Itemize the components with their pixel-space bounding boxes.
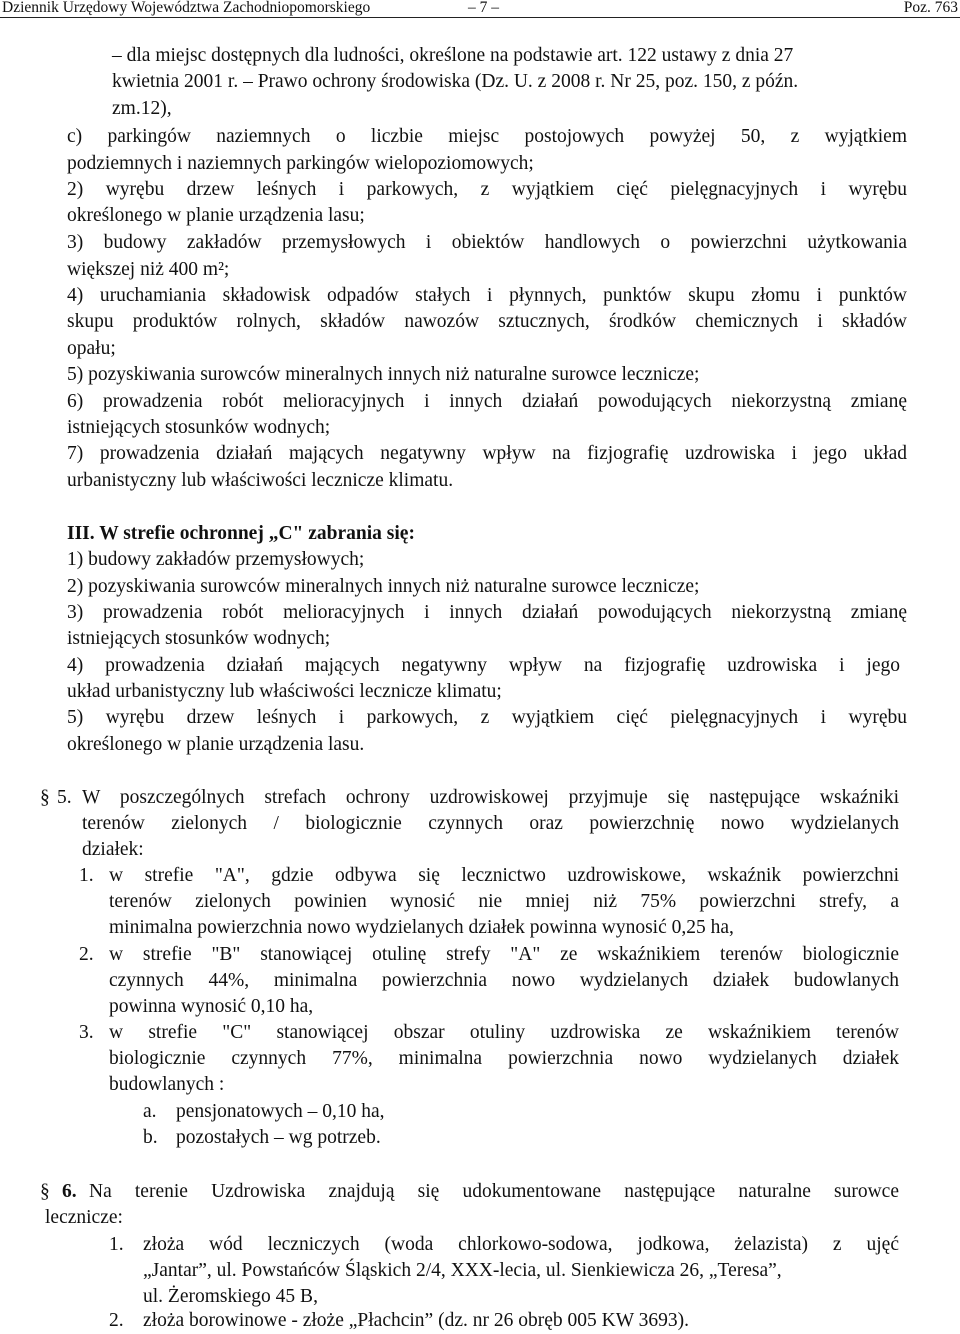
list-item: w strefie "B" stanowiącej otulinę strefy "A" ze wskaźnikiem terenów biologicznie [109,944,899,965]
section-number: 5. [57,787,72,808]
subitem-letter: b. [143,1127,158,1148]
position-number: Poz. 763 [903,0,958,16]
text-line: – dla miejsc dostępnych dla ludności, określone na podstawie art. 122 ustawy z dnia 27 [112,45,794,66]
list-item: 2) pozyskiwania surowców mineralnych innych niż naturalne surowce lecznicze; [67,576,700,597]
list-item: 4) prowadzenia działań mających negatywny wpływ na fizjografię uzdrowiska i jego [67,655,900,676]
page-header [0,0,960,18]
bullet-marker: § [40,787,50,808]
text-line: ul. Żeromskiego 45 B, [143,1286,318,1307]
text-line: opału; [67,338,116,359]
heading-text: W strefie ochronnej „C" zabrania się: [99,523,415,544]
section-number: 6. [62,1181,77,1202]
text-line: działek: [82,839,144,860]
text-line: urbanistyczny lub właściwości lecznicze klimatu. [67,470,454,491]
text-line: kwietnia 2001 r. – Prawo ochrony środowiska (Dz. U. z 2008 r. Nr 25, poz. 150, z późn. [112,71,799,92]
text-line: minimalna powierzchnia nowo wydzielanych działek powinna wynosić 0,25 ha, [109,917,734,938]
list-item: w strefie "C" stanowiącej obszar otuliny uzdrowiska ze wskaźnikiem terenów [109,1022,899,1043]
text-line: skupu produktów rolnych, składów nawozów sztucznych, środków chemicznych i składów [67,311,907,332]
item-number: 2. [79,944,94,965]
item-number: 2. [109,1310,124,1331]
list-item: 5) wyrębu drzew leśnych i parkowych, z wyjątkiem cięć pielęgnacyjnych i wyrębu [67,707,907,728]
list-item: 6) prowadzenia robót melioracyjnych i innych działań powodujących niekorzystną zmianę [67,391,907,412]
text-line: istniejących stosunków wodnych; [67,417,331,438]
section-numeral: III. [67,523,95,544]
list-item: 2) wyrębu drzew leśnych i parkowych, z wyjątkiem cięć pielęgnacyjnych i wyrębu [67,179,907,200]
list-item: złoża wód leczniczych (woda chlorkowo-sodowa, jodkowa, żelazista) z ujęć [143,1234,899,1255]
text-line: powinna wynosić 0,10 ha, [109,996,314,1017]
section-text: W poszczególnych strefach ochrony uzdrowiskowej przyjmuje się następujące wskaźniki [82,787,899,808]
subitem-text: pozostałych – wg potrzeb. [176,1127,381,1148]
text-line: większej niż 400 m²; [67,259,230,280]
subitem-letter: a. [143,1101,157,1122]
list-item-c: c) parkingów naziemnych o liczbie miejsc postojowych powyżej 50, z wyjątkiem [67,126,907,147]
journal-title: Dziennik Urzędowy Województwa Zachodniopomorskiego [2,0,371,16]
text-line: czynnych 44%, minimalna powierzchnia nowo wydzielanych działek budowlanych [109,970,899,991]
text-line: „Jantar”, ul. Powstańców Śląskich 2/4, XXX-lecia, ul. Sienkiewicza 26, „Teresa”, [143,1260,782,1281]
list-item: złoża borowinowe - złoże „Płachcin” (dz. nr 26 obręb 005 KW 3693). [143,1310,689,1331]
list-item: 3) budowy zakładów przemysłowych i obiektów handlowych o powierzchni użytkowania [67,232,907,253]
list-item: w strefie "A", gdzie odbywa się lecznictwo uzdrowiskowe, wskaźnik powierzchni [109,865,899,886]
text-line: biologicznie czynnych 77%, minimalna powierzchnia nowo wydzielanych działek [109,1048,899,1069]
list-item: 5) pozyskiwania surowców mineralnych innych niż naturalne surowce lecznicze; [67,364,700,385]
text-line: terenów zielonych / biologicznie czynnych oraz powierzchnię nowo wydzielanych [82,813,899,834]
item-number: 1. [109,1234,124,1255]
text-line: terenów zielonych powinien wynosić nie mniej niż 75% powierzchni strefy, a [109,891,899,912]
text-line: budowlanych : [109,1074,225,1095]
section-text: Na terenie Uzdrowiska znajdują się udokumentowane następujące naturalne surowce [89,1181,899,1202]
text-line: istniejących stosunków wodnych; [67,628,331,649]
item-number: 1. [79,865,94,886]
subitem-text: pensjonatowych – 0,10 ha, [176,1101,385,1122]
list-item: 3) prowadzenia robót melioracyjnych i innych działań powodujących niekorzystną zmianę [67,602,907,623]
text-line: układ urbanistyczny lub właściwości lecznicze klimatu; [67,681,502,702]
page-number: – 7 – [468,0,499,16]
text-line: określonego w planie urządzenia lasu; [67,205,365,226]
text-line: lecznicze: [45,1207,123,1228]
bullet-marker: § [40,1181,50,1202]
text-line: zm.12), [112,98,172,119]
zone-c-heading [67,522,415,546]
list-item: 1) budowy zakładów przemysłowych; [67,549,365,570]
list-item: 7) prowadzenia działań mających negatywny wpływ na fizjografię uzdrowiska i jego układ [67,443,907,464]
text-line: podziemnych i naziemnych parkingów wielopoziomowych; [67,153,534,174]
list-item: 4) uruchamiania składowisk odpadów stałych i płynnych, punktów skupu złomu i punktów [67,285,907,306]
item-number: 3. [79,1022,94,1043]
text-line: określonego w planie urządzenia lasu. [67,734,365,755]
